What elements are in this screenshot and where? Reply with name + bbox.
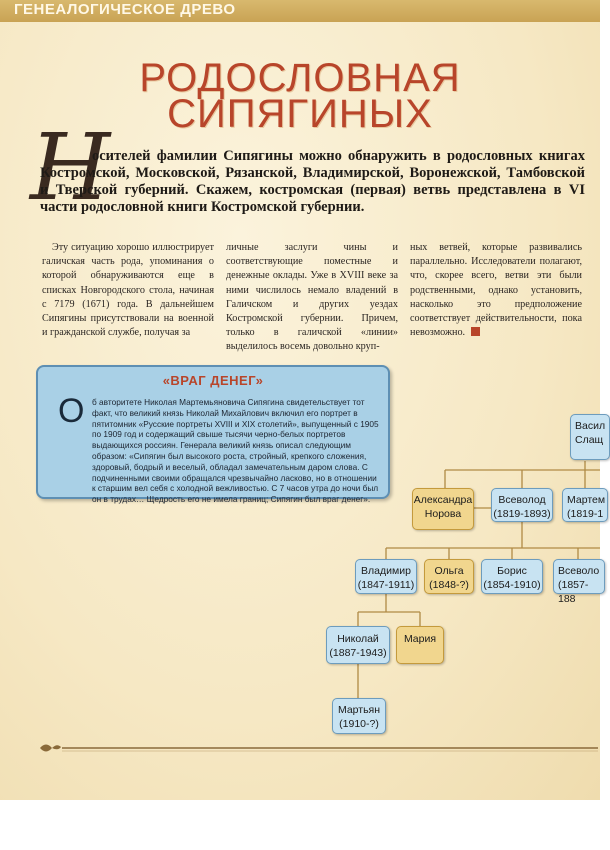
tree-node-vladimir (355, 559, 417, 594)
tree-node-years: (1910-?) (339, 718, 379, 730)
tree-node-name: Мартьян (337, 704, 381, 716)
tree-node-name: Борис (497, 565, 527, 577)
tree-node-name: Николай (337, 633, 379, 645)
tree-node-name: Мартем (567, 494, 606, 506)
tree-node-alexandra (412, 488, 474, 530)
tree-node-olga (424, 559, 474, 594)
tree-node-vsevolod-1857 (553, 559, 605, 605)
tree-node-name: Мария (403, 633, 437, 645)
tree-node-marten (562, 488, 608, 522)
tree-node-years: Норова (424, 508, 462, 520)
tree-node-years: (1887-1943) (329, 647, 387, 659)
sidebar-dropcap: О (58, 392, 85, 430)
tree-node-maria (396, 626, 444, 664)
article-title-line1: РОДОСЛОВНАЯ (139, 56, 461, 100)
tree-node-name: Александра (413, 494, 473, 506)
tree-node-years: Слащ (575, 434, 604, 446)
tree-node-years: (1857-188 (558, 579, 589, 605)
tree-node-years: (1847-1911) (357, 579, 415, 591)
tree-node-years: (1819-1 (567, 508, 604, 520)
section-label: ГЕНЕАЛОГИЧЕСКОЕ ДРЕВО (14, 1, 236, 18)
sidebar-text: б авторитете Николая Мартемьяновича Сипягина свидетельствует тот факт, что великий князь Николай Михайлович включил его портрет в пятитомник «Русские портреты XVIII и XIX столетий», выпущенный с 1905 по 1909 год и содержащий свыше тысячи черно-белых портретов выдающихся россиян. Генерала великий князь описал следующим образом: «Сипягин был высокого роста, стройный, крепкого сложения, здоровый, бодрый и веселый, обладал замечательным даром слова. С подчиненными своими обращался чрезвычайно ласково, но в отношении к старшим вел себя с холодной вежливостью. С 7 часов утра до ночи был он в трудах… Щедрость его не имела границ; Сипягин был враг денег». (92, 397, 379, 505)
tree-node-name: Ольга (434, 565, 464, 577)
tree-node-martyan (332, 698, 386, 734)
article-column-1: Эту ситуацию хорошо иллюстрирует галичская часть рода, упоминания о которой обнаруживаются еще в списках Новгородского стола, начиная с 7179 (1671) года. В дальнейшем Сипягины присутствовали на военной и гражданской службе, получая за (42, 242, 214, 339)
tree-node-name: Всеволо (558, 565, 600, 577)
sidebar-title: «ВРАГ ДЕНЕГ» (162, 373, 264, 388)
article-column-3-text: ных ветвей, которые развивались параллельно. Исследователи полагают, что, скорее всего, ветви эти были родственными, однако установить, насколько это предположение соответствует действительности, пока невозможно. (410, 242, 582, 339)
decorative-divider-ornament (38, 741, 598, 755)
tree-node-name: Васил (575, 420, 606, 432)
tree-node-nikolai (326, 626, 390, 664)
article-lead: осителей фамилии Сипягины можно обнаружить в родословных книгах Костромской, Московской, Рязанской, Владимирской, Воронежской, Тамбовской и Тверской губерний. Скажем, костромская (первая) ветвь представлена в VI части родословной книги Костромской губернии. (40, 148, 585, 215)
tree-node-boris (481, 559, 543, 594)
sidebar-box (36, 365, 390, 505)
article-title-line2: СИПЯГИНЫХ (167, 92, 433, 136)
tree-node-years: (1819-1893) (493, 508, 551, 520)
tree-node-years: (1848-?) (429, 579, 469, 591)
tree-node-name: Владимир (361, 565, 411, 577)
article-dropcap: Н (30, 114, 111, 221)
tree-node-years: (1854-1910) (483, 579, 541, 591)
tree-node-vsevolod-1819 (491, 488, 553, 522)
tree-node-vasily (570, 414, 610, 460)
article-column-2: личные заслуги чины и соответствующие поместные и денежные оклады. Уже в XVIII веке за ними числилось немало владений в Галичском и других уездах Костромской губернии. Причем, только в галичской «линии» выделилось восемь довольно круп- (226, 242, 398, 353)
tree-node-name: Всеволод (498, 494, 546, 506)
